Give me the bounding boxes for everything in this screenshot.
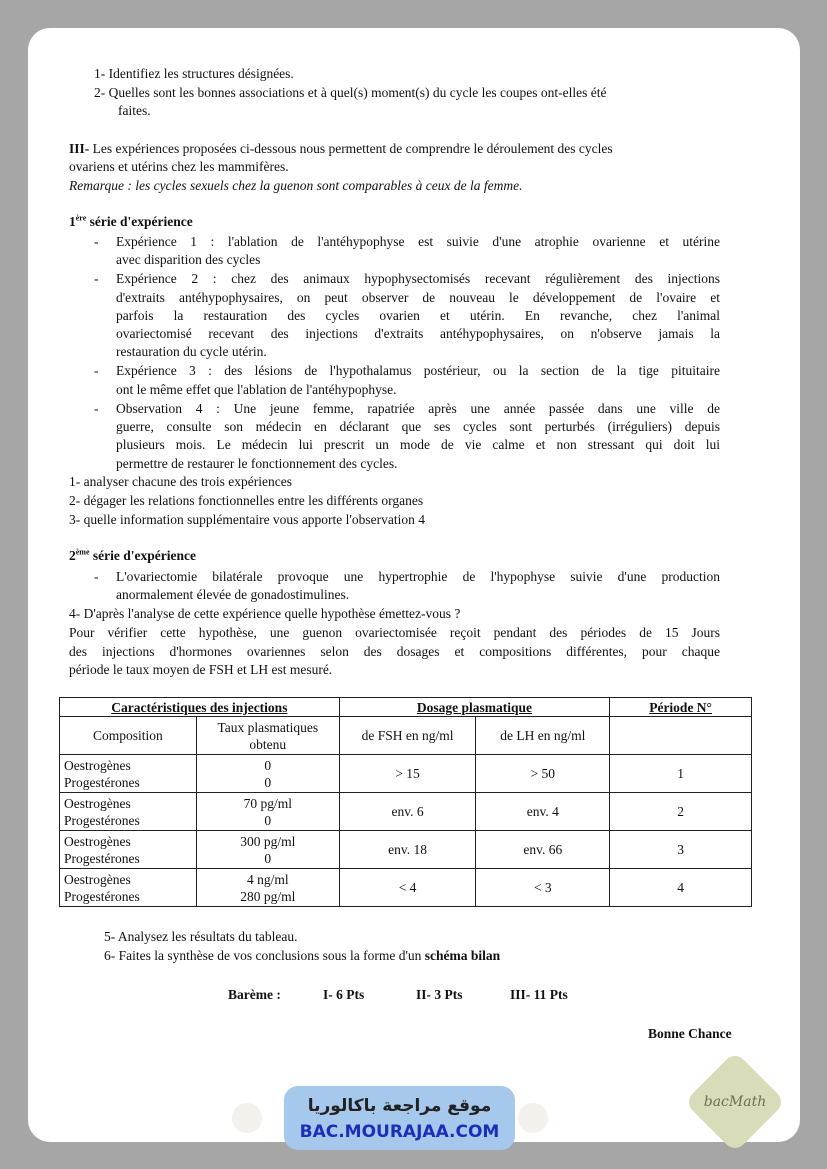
exp2-line3: parfois la restauration des cycles ovarien et utérin. En revanche, chez l'animal (116, 308, 720, 323)
closing-text: Bonne Chance (648, 1026, 732, 1041)
periode-cell: 2 (610, 793, 752, 831)
exp2-line4: ovariectomisé recevant des injections d'extraits antéhypophysaires, on n'observe jamais la (116, 326, 720, 341)
bareme-part1: I- 6 Pts (323, 987, 365, 1002)
exp3-line1: Expérience 3 : des lésions de l'hypothalamus postérieur, ou la section de la tige pituitaire (116, 363, 720, 378)
exp2-line2: d'extraits antéhypophysaires, on peut observer de nouveau le développement de l'ovaire et (116, 290, 720, 305)
bareme-label: Barème : (228, 987, 281, 1002)
exp3-line2: ont le même effet que l'ablation de l'antéhypophyse. (116, 382, 397, 397)
fsh-cell: < 4 (339, 869, 476, 907)
serie2-q4: 4- D'après l'analyse de cette expérience quelle hypothèse émettez-vous ? (69, 606, 461, 621)
composition-cell: Oestrogènes Progestérones (60, 831, 197, 869)
periode-cell: 3 (610, 831, 752, 869)
question-2-cont: faites. (118, 103, 151, 118)
site-logo-left-icon (232, 1103, 262, 1133)
header-dosage: Dosage plasmatique (339, 698, 610, 717)
exp1-line2: avec disparition des cycles (116, 252, 261, 267)
serie2-item-line2: anormalement élevée de gonadostimulines. (116, 587, 350, 602)
obs4-line4: permettre de restaurer le fonctionnement des cycles. (116, 456, 398, 471)
site-url-link[interactable]: BAC.MOURAJAA.COM (299, 1122, 500, 1142)
question-2: 2- Quelles sont les bonnes associations et à quel(s) moment(s) du cycle les coupes ont-elles été (94, 85, 607, 100)
question-1: 1- Identifiez les structures désignées. (94, 66, 294, 81)
part3-intro-cont: ovariens et utérins chez les mammifères. (69, 159, 289, 174)
serie2-para-line2: des injections d'hormones ovariennes selon des dosages et compositions différentes, pour chaque (69, 644, 720, 659)
site-logo-right-icon (518, 1103, 548, 1133)
bullet-dash: - (94, 271, 99, 286)
periode-cell: 4 (610, 869, 752, 907)
header-periode: Période N° (610, 698, 752, 717)
lh-cell: env. 66 (476, 831, 610, 869)
taux-cell: 4 ng/ml 280 pg/ml (196, 869, 339, 907)
serie2-para-line1: Pour vérifier cette hypothèse, une guenon ovariectomisée reçoit pendant des périodes de 15 Jours (69, 625, 720, 640)
exam-page (28, 28, 800, 1142)
bacmath-logo-text: bacMath (703, 1094, 767, 1110)
header-injections: Caractéristiques des injections (60, 698, 340, 717)
bullet-dash: - (94, 569, 99, 584)
subheader-taux: Taux plasmatiques obtenu (196, 717, 339, 755)
subheader-fsh: de FSH en ng/ml (339, 717, 476, 755)
bareme-part2: II- 3 Pts (416, 987, 463, 1002)
part3-intro (69, 140, 613, 157)
results-table (59, 697, 752, 907)
obs4-line1: Observation 4 : Une jeune femme, rapatriée après une année passée dans une ville de (116, 401, 720, 416)
composition-cell: Oestrogènes Progestérones (60, 869, 197, 907)
subheader-empty (610, 717, 752, 755)
taux-cell: 300 pg/ml 0 (196, 831, 339, 869)
taux-cell: 70 pg/ml 0 (196, 793, 339, 831)
part3-label: III- (69, 141, 90, 156)
bullet-dash: - (94, 401, 99, 416)
part3-intro-text: Les expériences proposées ci-dessous nous permettent de comprendre le déroulement des cycles (89, 141, 613, 156)
taux-cell: 0 0 (196, 755, 339, 793)
serie2-para-line3: période le taux moyen de FSH et LH est mesuré. (69, 662, 333, 677)
subheader-lh: de LH en ng/ml (476, 717, 610, 755)
exp2-line5: restauration du cycle utérin. (116, 344, 267, 359)
exp2-line1: Expérience 2 : chez des animaux hypophysectomisés recevant régulièrement des injections (116, 271, 720, 286)
obs4-line2: guerre, consulte son médecin en déclarant que ses cycles sont perturbés (irréguliers) depuis (116, 419, 720, 434)
periode-cell: 1 (610, 755, 752, 793)
serie1-q2: 2- dégager les relations fonctionnelles entre les différents organes (69, 493, 424, 508)
lh-cell: env. 4 (476, 793, 610, 831)
table-row (60, 831, 752, 869)
question-5: 5- Analysez les résultats du tableau. (104, 929, 298, 944)
table-row (60, 755, 752, 793)
serie1-title: 1ère série d'expérience (69, 213, 193, 229)
lh-cell: < 3 (476, 869, 610, 907)
fsh-cell: env. 18 (339, 831, 476, 869)
serie2-item-line1: L'ovariectomie bilatérale provoque une hypertrophie de l'hypophyse suivie d'une production (116, 569, 720, 584)
site-banner[interactable] (284, 1086, 515, 1150)
serie2-title: 2ème série d'expérience (69, 547, 196, 563)
serie1-q1: 1- analyser chacune des trois expériences (69, 474, 293, 489)
exp1-line1: Expérience 1 : l'ablation de l'antéhypophyse est suivie d'une atrophie ovarienne et utérine (116, 234, 720, 249)
question-6: 6- Faites la synthèse de vos conclusions sous la forme d'un schéma bilan (104, 948, 501, 963)
subheader-composition: Composition (60, 717, 197, 755)
serie1-q3: 3- quelle information supplémentaire vous apporte l'observation 4 (69, 512, 425, 527)
table-row (60, 793, 752, 831)
bareme-part3: III- 11 Pts (510, 987, 568, 1002)
composition-cell: Oestrogènes Progestérones (60, 755, 197, 793)
fsh-cell: env. 6 (339, 793, 476, 831)
bullet-dash: - (94, 363, 99, 378)
fsh-cell: > 15 (339, 755, 476, 793)
part3-remark: Remarque : les cycles sexuels chez la guenon sont comparables à ceux de la femme. (69, 178, 523, 193)
obs4-line3: plusieurs mois. Le médecin lui prescrit un mode de vie calme et non stressant qui doit lui (116, 437, 720, 452)
bullet-dash: - (94, 234, 99, 249)
table-row (60, 869, 752, 907)
lh-cell: > 50 (476, 755, 610, 793)
composition-cell: Oestrogènes Progestérones (60, 793, 197, 831)
site-name-arabic: موقع مراجعة باكالوريا (307, 1096, 492, 1116)
